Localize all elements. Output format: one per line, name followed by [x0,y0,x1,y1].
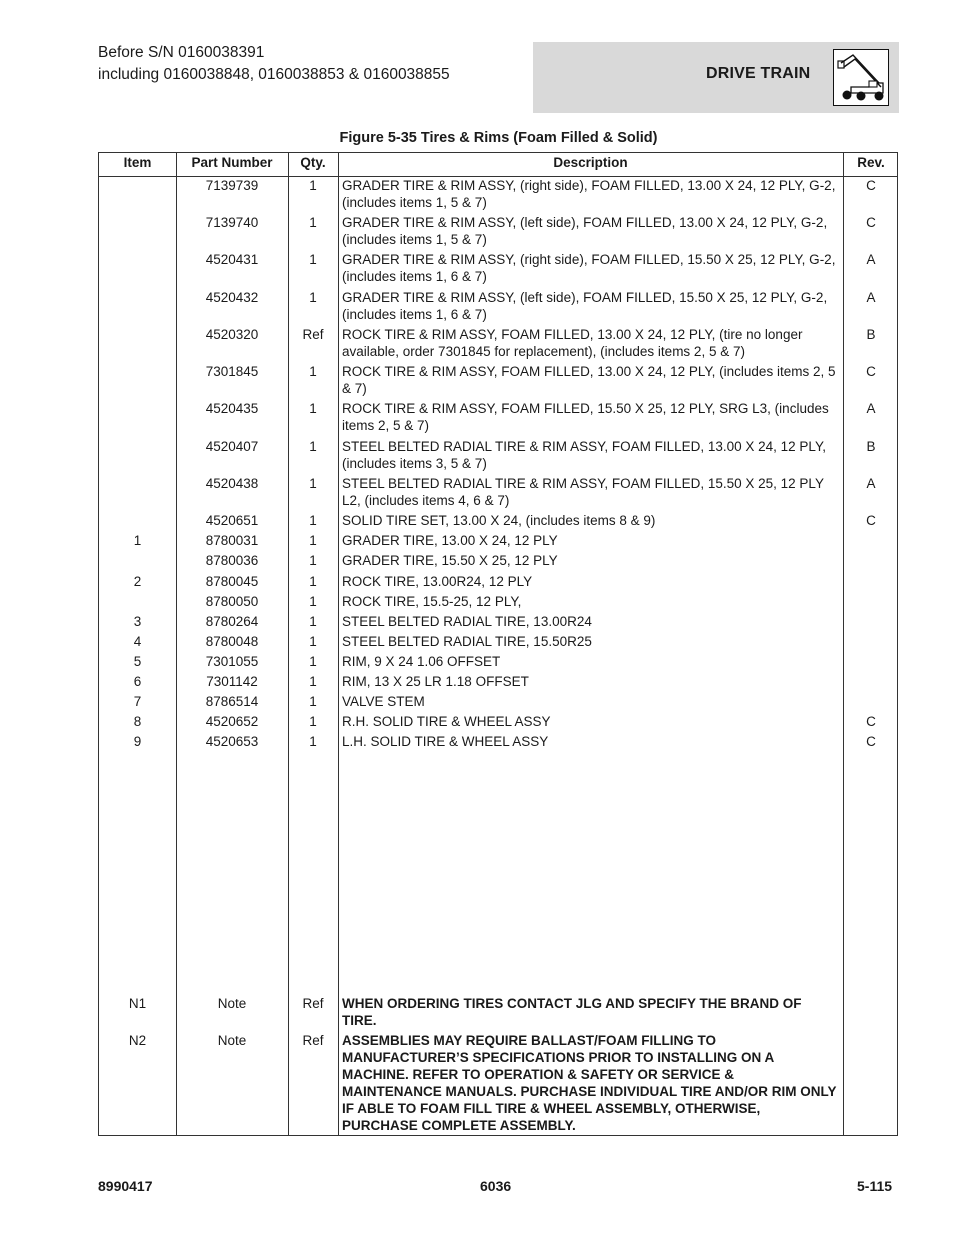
cell-rev: C [866,734,876,749]
header-serial-info [98,42,450,86]
cell-description: ASSEMBLIES MAY REQUIRE BALLAST/FOAM FILLING TO MANUFACTURER’S SPECIFICATIONS PRIOR TO INSTALLING ON A MACHINE. REFER TO OPERATION & SAFETY OR SERVICE & MAINTENANCE MANUALS. PURCHASE INDIVIDUAL TIRE AND/OR RIM ONLY IF ABLE TO FOAM FILL TIRE & WHEEL ASSEMBLY, OTHERWISE, PURCHASE COMPLETE ASSEMBLY. [342,1033,837,1133]
cell-description: GRADER TIRE & RIM ASSY, (left side), FOAM FILLED, 13.00 X 24, 12 PLY, G-2, (includes items 1, 5 & 7) [342,215,828,247]
cell-item: 8 [133,714,142,729]
cell-part-number: 8786514 [205,694,259,709]
cell-item: 7 [133,694,142,709]
cell-rev: C [866,364,876,379]
cell-item: 2 [133,574,142,589]
figure-title: Figure 5-35 Tires & Rims (Foam Filled & Solid) [339,130,658,146]
column-divider [338,153,339,1135]
column-header-part-number: Part Number [191,155,273,170]
cell-part-number: 4520652 [205,714,259,729]
cell-qty: 1 [309,553,317,568]
cell-qty: 1 [309,401,317,416]
cell-item: 9 [133,734,142,749]
cell-qty: Ref [302,996,324,1011]
cell-rev: C [866,215,876,230]
cell-qty: 1 [309,614,317,629]
cell-part-number: Note [217,1033,247,1048]
column-header-description: Description [553,155,628,170]
cell-qty: 1 [309,439,317,454]
cell-qty: 1 [309,594,317,609]
cell-rev: C [866,178,876,193]
cell-description: VALVE STEM [342,694,425,709]
cell-description: STEEL BELTED RADIAL TIRE, 15.50R25 [342,634,592,649]
cell-item: N2 [128,1033,147,1048]
cell-qty: 1 [309,634,317,649]
cell-qty: 1 [309,674,317,689]
cell-description: GRADER TIRE & RIM ASSY, (left side), FOAM FILLED, 15.50 X 25, 12 PLY, G-2, (includes items 1, 6 & 7) [342,290,828,322]
cell-qty: 1 [309,476,317,491]
column-header-qty: Qty. [300,155,326,170]
header-line-1: Before S/N 0160038391 [98,44,265,61]
cell-description: GRADER TIRE & RIM ASSY, (right side), FOAM FILLED, 15.50 X 25, 12 PLY, G-2, (includes items 1, 6 & 7) [342,252,836,284]
cell-part-number: 4520407 [205,439,259,454]
parts-table [98,152,898,1136]
cell-rev: B [866,327,876,342]
header-line-2: including 0160038848, 0160038853 & 0160038855 [98,66,450,83]
cell-qty: 1 [309,654,317,669]
cell-qty: 1 [309,252,317,267]
cell-part-number: 7139739 [205,178,259,193]
footer-doc-number: 8990417 [98,1178,153,1194]
cell-qty: 1 [309,694,317,709]
cell-rev: A [866,290,876,305]
machine-tractor-icon [833,49,889,106]
column-header-item: Item [123,155,152,170]
footer-center-code: 6036 [480,1178,512,1194]
cell-item: 3 [133,614,142,629]
cell-qty: 1 [309,178,317,193]
cell-description: L.H. SOLID TIRE & WHEEL ASSY [342,734,549,749]
cell-qty: Ref [302,327,324,342]
cell-part-number: 7301142 [206,674,258,689]
cell-description: WHEN ORDERING TIRES CONTACT JLG AND SPECIFY THE BRAND OF TIRE. [342,996,802,1028]
cell-part-number: 8780050 [205,594,259,609]
column-header-rev: Rev. [857,155,885,170]
cell-qty: 1 [309,714,317,729]
cell-rev: C [866,714,876,729]
cell-qty: 1 [309,574,317,589]
section-header-box [533,42,899,113]
cell-description: ROCK TIRE & RIM ASSY, FOAM FILLED, 13.00 X 24, 12 PLY, (includes items 2, 5 & 7) [342,364,836,396]
cell-qty: 1 [309,364,317,379]
section-title: DRIVE TRAIN [706,65,811,82]
cell-description: RIM, 9 X 24 1.06 OFFSET [342,654,501,669]
cell-part-number: 4520432 [205,290,259,305]
cell-qty: 1 [309,533,317,548]
cell-description: GRADER TIRE & RIM ASSY, (right side), FOAM FILLED, 13.00 X 24, 12 PLY, G-2, (includes items 1, 5 & 7) [342,178,836,210]
cell-part-number: 8780036 [205,553,259,568]
cell-rev: A [866,401,876,416]
cell-description: GRADER TIRE, 15.50 X 25, 12 PLY [342,553,558,568]
cell-description: GRADER TIRE, 13.00 X 24, 12 PLY [342,533,558,548]
cell-description: ROCK TIRE & RIM ASSY, FOAM FILLED, 15.50 X 25, 12 PLY, SRG L3, (includes items 2, 5 & 7) [342,401,829,433]
cell-description: ROCK TIRE & RIM ASSY, FOAM FILLED, 13.00 X 24, 12 PLY, (tire no longer available, order 7301845 for replacement), (includes items 2, 5 & 7) [342,327,803,359]
cell-qty: Ref [302,1033,324,1048]
cell-item: 5 [133,654,142,669]
cell-part-number: 8780031 [205,533,259,548]
cell-part-number: 7139740 [205,215,259,230]
cell-item: N1 [128,996,147,1011]
cell-description: ROCK TIRE, 13.00R24, 12 PLY [342,574,533,589]
cell-part-number: 4520431 [205,252,259,267]
cell-part-number: Note [217,996,247,1011]
cell-part-number: 7301055 [205,654,259,669]
cell-part-number: 8780045 [205,574,259,589]
cell-part-number: 4520653 [205,734,259,749]
cell-item: 4 [133,634,142,649]
cell-part-number: 4520320 [205,327,259,342]
cell-part-number: 4520438 [205,476,259,491]
cell-description: ROCK TIRE, 15.5-25, 12 PLY, [342,594,522,609]
cell-qty: 1 [309,513,317,528]
footer-page-number: 5-115 [857,1178,893,1194]
cell-qty: 1 [309,215,317,230]
cell-qty: 1 [309,734,317,749]
cell-part-number: 4520435 [205,401,259,416]
cell-qty: 1 [309,290,317,305]
cell-description: STEEL BELTED RADIAL TIRE & RIM ASSY, FOAM FILLED, 15.50 X 25, 12 PLY L2, (includes items 4, 6 & 7) [342,476,824,508]
cell-description: SOLID TIRE SET, 13.00 X 24, (includes items 8 & 9) [342,513,656,528]
cell-rev: A [866,476,876,491]
cell-part-number: 8780048 [205,634,259,649]
cell-description: STEEL BELTED RADIAL TIRE & RIM ASSY, FOAM FILLED, 13.00 X 24, 12 PLY, (includes items 3, 5 & 7) [342,439,826,471]
cell-description: R.H. SOLID TIRE & WHEEL ASSY [342,714,551,729]
cell-rev: C [866,513,876,528]
cell-item: 6 [133,674,142,689]
cell-description: STEEL BELTED RADIAL TIRE, 13.00R24 [342,614,592,629]
cell-rev: B [866,439,876,454]
cell-rev: A [866,252,876,267]
cell-description: RIM, 13 X 25 LR 1.18 OFFSET [342,674,529,689]
cell-item: 1 [133,533,142,548]
cell-part-number: 4520651 [205,513,259,528]
cell-part-number: 7301845 [205,364,259,379]
cell-part-number: 8780264 [205,614,259,629]
